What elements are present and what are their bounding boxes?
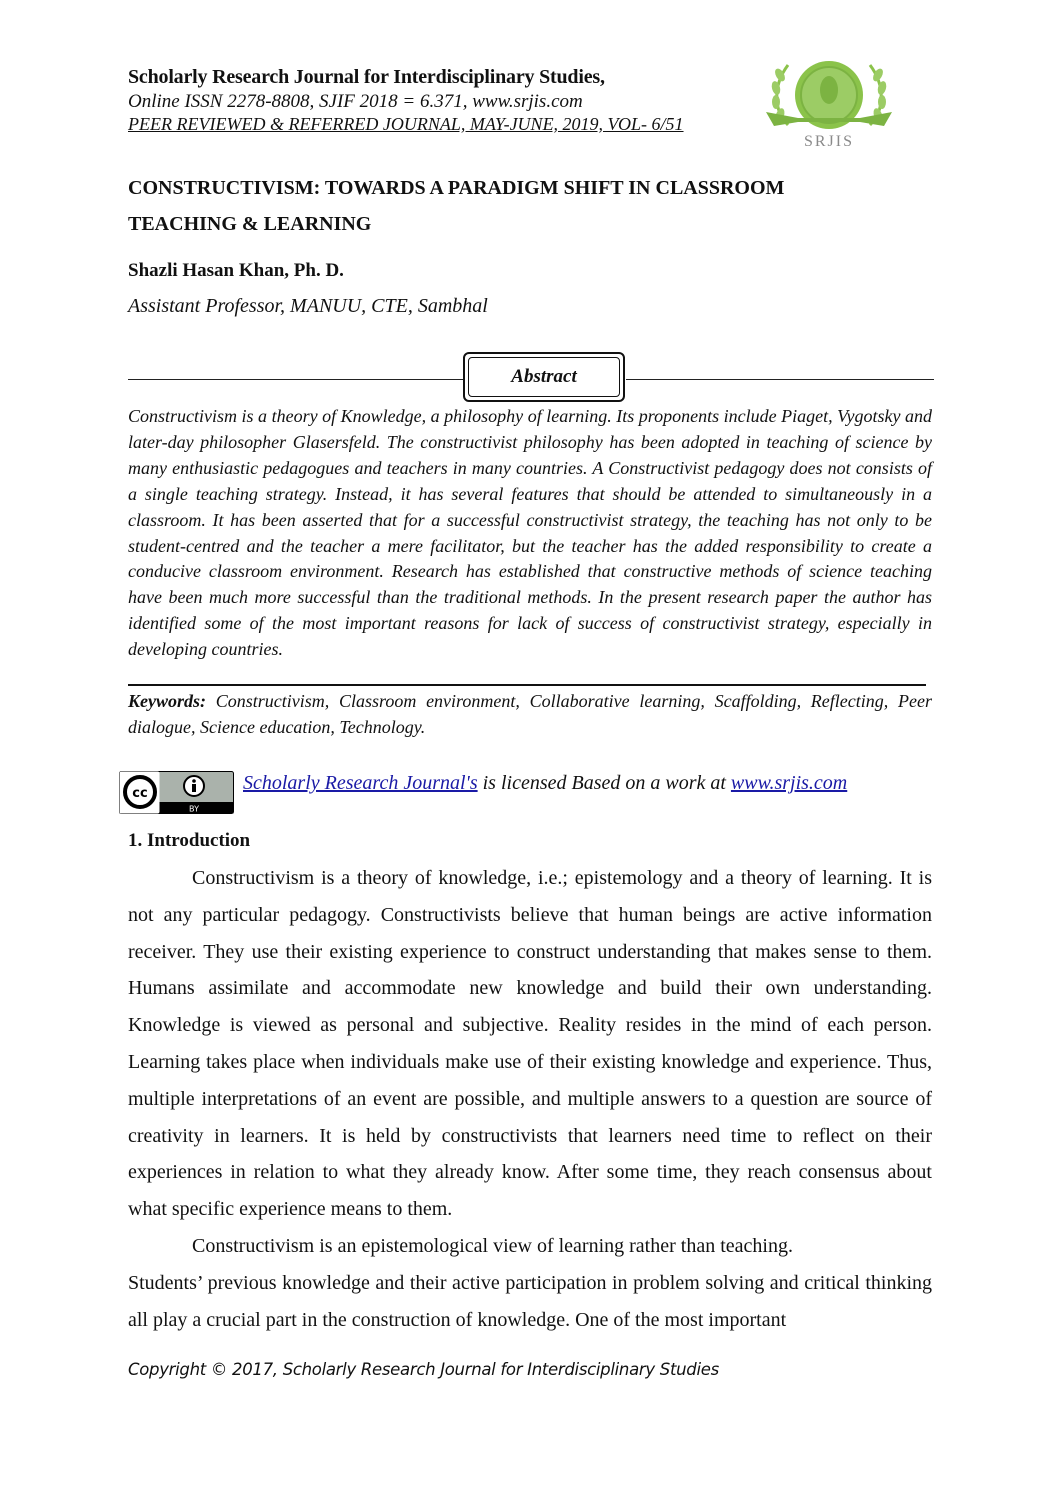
laurel-seal-icon [758, 50, 900, 150]
paragraph-3: Students’ previous knowledge and their active participation in problem solving and critical thinking all play a crucial part in the construction of knowledge. One of the most important [128, 1271, 932, 1331]
issn-line: Online ISSN 2278-8808, SJIF 2018 = 6.371, www.srjis.com [128, 91, 583, 112]
abstract-divider-right [626, 379, 934, 380]
abstract-bottom-rule [128, 684, 926, 686]
keywords-list: Constructivism, Classroom environment, Collaborative learning, Scaffolding, Reflecting, Peer dialogue, Science education, Technology. [128, 691, 932, 737]
title-line-1: CONSTRUCTIVISM: TOWARDS A PARADIGM SHIFT IN CLASSROOM [128, 177, 785, 199]
introduction-body [128, 860, 932, 1338]
cc-by-badge[interactable] [119, 771, 234, 814]
journal-logo [758, 50, 900, 150]
abstract-divider-left [128, 379, 463, 380]
section-heading-introduction: 1. Introduction [128, 830, 251, 851]
svg-text:cc: cc [132, 786, 148, 801]
site-link[interactable]: www.srjis.com [730, 772, 848, 794]
copyright-footer: Copyright © 2017, Scholarly Research Journal for Interdisciplinary Studies [128, 1360, 719, 1379]
journal-link[interactable]: Scholarly Research Journal's [243, 772, 478, 794]
svg-text:BY: BY [189, 804, 199, 814]
title-line-2: TEACHING & LEARNING [128, 213, 372, 235]
peer-review-line: PEER REVIEWED & REFERRED JOURNAL, MAY-JUNE, 2019, VOL- 6/51 [128, 114, 684, 134]
abstract-heading: Abstract [468, 357, 620, 397]
author-name: Shazli Hasan Khan, Ph. D. [128, 260, 344, 281]
article-title [128, 170, 908, 242]
svg-text:SRJIS: SRJIS [803, 133, 855, 150]
license-line [243, 772, 847, 795]
license-text: is licensed Based on a work at [477, 772, 731, 794]
author-affiliation: Assistant Professor, MANUU, CTE, Sambhal [128, 295, 488, 317]
keywords-label: Keywords: [128, 691, 206, 711]
abstract-text: Constructivism is a theory of Knowledge, a philosophy of learning. Its proponents include Piaget, Vygotsky and later-day philosopher Glasersfeld. The constructivist philosophy has been adopted in teaching of science by many enthusiastic pedagogues and teachers in many countries. A Constructivist pedagogy does not consists of a single teaching strategy. Instead, it has several features that should be attended to simultaneously in a classroom. It has been asserted that for a successful constructivist strategy, the teaching has not only to be student-centred and the teacher a mere facilitator, but the teacher has the added responsibility to create a conducive classroom environment. Research has established that constructive methods of science teaching have been much more successful than the traditional methods. In the present research paper the author has identified some of the most important reasons for lack of success of constructivist strategy, especially in developing countries. [128, 406, 932, 660]
abstract-heading-box [463, 352, 625, 402]
paragraph-2: Constructivism is an epistemological view of learning rather than teaching. [192, 1234, 793, 1257]
keywords [128, 688, 932, 740]
paragraph-1: Constructivism is a theory of knowledge, i.e.; epistemology and a theory of learning. It is not any particular pedagogy. Constructivists believe that human beings are active information receiver. They use their existing experience to construct understanding that makes sense to them. Humans assimilate and accommodate new knowledge and build their own understanding. Knowledge is viewed as personal and subjective. Reality resides in the mind of each person. Learning takes place when individuals make use of their existing knowledge and experience. Thus, multiple interpretations of an event are possible, and multiple answers to a question are source of creativity in learners. It is held by constructivists that learners need time to reflect on their experiences in relation to what they already know. After some time, they reach consensus about what specific experience means to them. [128, 867, 932, 1221]
journal-name: Scholarly Research Journal for Interdisciplinary Studies, [128, 66, 605, 88]
